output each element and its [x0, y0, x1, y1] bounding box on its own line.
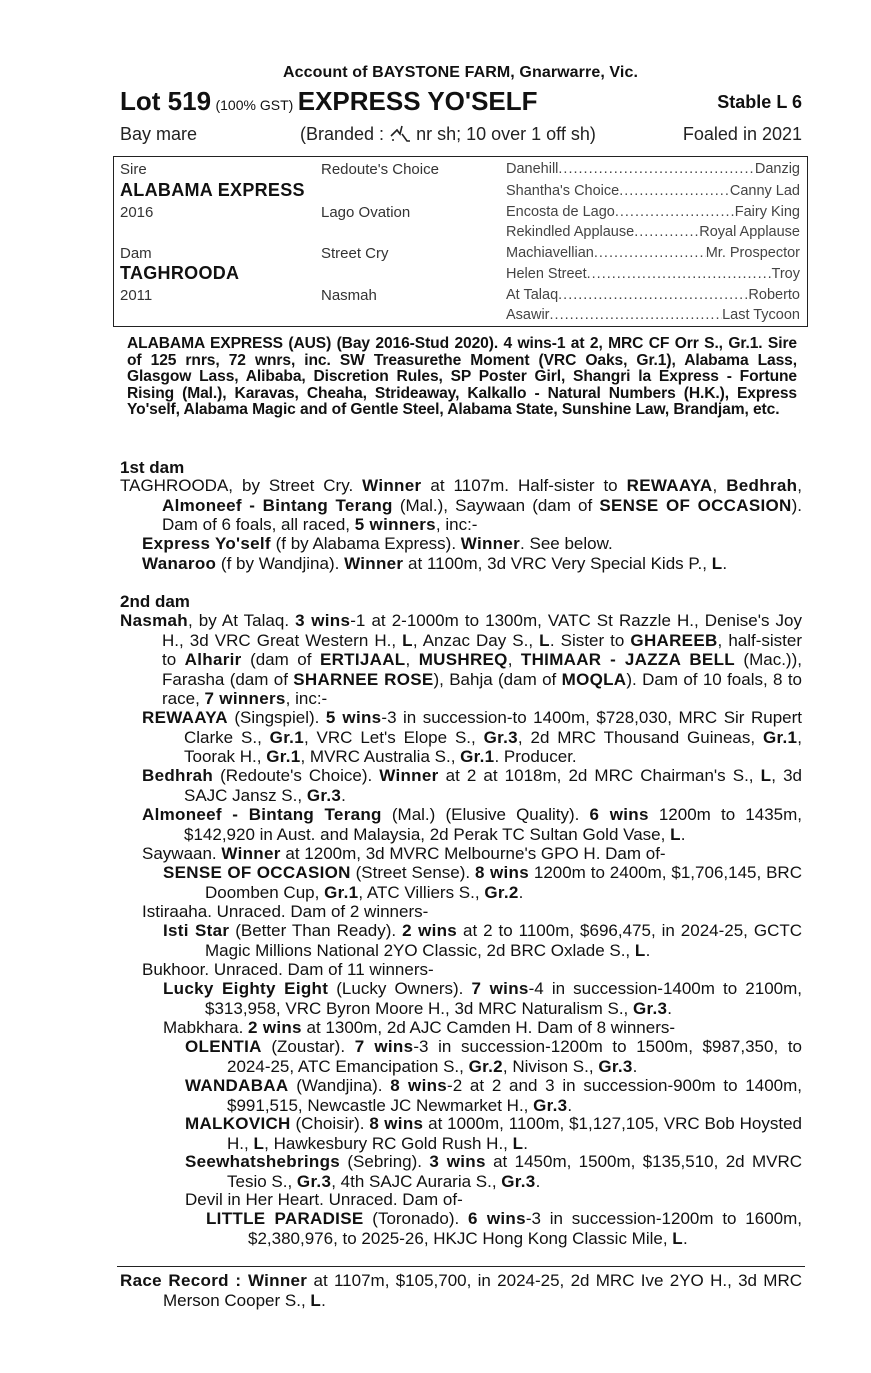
produce-entry	[185, 1037, 802, 1076]
bold-text: Winner	[362, 476, 422, 495]
bold-text: LITTLE PARADISE	[206, 1209, 364, 1228]
bold-text: ERTIJAAL	[319, 650, 406, 669]
first-dam-heading: 1st dam	[120, 458, 185, 477]
grandparent-row: Asawir ..... Last Tycoon	[506, 307, 800, 323]
produce-entry	[163, 921, 802, 960]
text: 1200m to 1435m, $142,920 in Aust. and Malaysia, 2d Perak TC Sultan Gold Vase,	[184, 805, 802, 844]
text: , Anzac Day S.,	[412, 630, 540, 650]
text: .	[321, 1290, 326, 1310]
bold-text: Gr.1	[269, 727, 304, 747]
bold-text: Race Record : Winner	[120, 1271, 308, 1290]
bold-text: 2 wins	[402, 921, 458, 940]
bold-text: Gr.3	[296, 1171, 332, 1191]
bold-text: Gr.1	[266, 747, 301, 766]
bold-text: Express Yo'self	[142, 534, 271, 553]
bold-text: Winner	[221, 844, 281, 863]
bold-text: L	[512, 1133, 524, 1153]
text: . Producer.	[494, 747, 577, 766]
grandparent-row: Encosta de Lago ..... Fairy King	[506, 204, 800, 220]
text: at 1107m, $105,700, in 2024-25, 2d MRC Ive 2YO H., 3d MRC Merson Cooper S.,	[163, 1271, 803, 1310]
text: (Toronado).	[363, 1209, 469, 1228]
produce-entry	[142, 554, 802, 574]
text: at 2 at 1018m, 2d MRC Chairman's S.,	[438, 766, 761, 785]
bold-text: Almoneef - Bintang Terang	[142, 805, 382, 824]
bold-text: Lucky Eighty Eight	[163, 979, 329, 998]
text: -4 in succession-1400m to 2100m, $313,958, VRC Byron Moore H., 3d MRC Naturalism S.,	[205, 979, 802, 1018]
text: at 1000m, 1100m, $1,127,105, VRC Bob Hoysted H.,	[227, 1114, 802, 1153]
pedigree-table	[113, 156, 808, 327]
bold-text: Gr.3	[598, 1056, 633, 1076]
text: (Street Sense).	[350, 863, 476, 882]
text: (Lucky Owners).	[328, 979, 472, 998]
divider	[117, 1266, 805, 1267]
text: at 1450m, 1500m, $135,510, 2d MVRC Tesio S.,	[227, 1152, 803, 1191]
produce-entry	[142, 805, 802, 844]
horse-name: EXPRESS YO'SELF	[297, 86, 538, 116]
text: -2 at 2 and 3 in succession-900m to 1400m, $991,515, Newcastle JC Newmarket H.,	[227, 1076, 803, 1115]
text: Bukhoor. Unraced. Dam of 11 winners-	[142, 960, 434, 979]
sire-sire: Redoute's Choice	[321, 161, 439, 178]
text: at 2 to 1100m, $696,475, in 2024-25, GCTC Magic Millions National 2YO Classic, 2d BRC Oxlade S.,	[205, 921, 803, 960]
bold-text: 2 wins	[248, 1018, 302, 1037]
dam-label: Dam	[120, 245, 152, 262]
text: .	[680, 824, 686, 844]
grandparent-row: Helen Street ..... Troy	[506, 266, 800, 282]
bold-text: THIMAAR - JAZZA BELL	[520, 650, 735, 669]
bold-text: WANDABAA	[185, 1076, 289, 1095]
text: (Zoustar).	[261, 1037, 355, 1056]
text: (Redoute's Choice).	[213, 766, 380, 785]
stable-location: Stable L 6	[717, 92, 802, 112]
text: (Mal.) (Elusive Quality).	[381, 805, 590, 824]
bold-text: MUSHREQ	[418, 650, 508, 669]
dam-sire: Street Cry	[321, 245, 389, 262]
text: (dam of	[241, 650, 320, 669]
text: -3 in succession-1200m to 1600m, $2,380,976, to 2025-26, HKJC Hong Kong Classic Mile,	[248, 1209, 802, 1248]
brand-suffix: nr sh; 10 over 1 off sh)	[411, 124, 596, 144]
bold-text: Gr.3	[533, 1095, 568, 1115]
bold-text: L	[634, 940, 646, 960]
text: (Mal.), Saywaan (dam of	[392, 495, 600, 515]
text: Istiraaha. Unraced. Dam of 2 winners-	[142, 902, 429, 921]
bold-text: Almoneef - Bintang Terang	[162, 495, 393, 515]
brand-description	[300, 124, 596, 145]
bold-text: 7 winners	[204, 689, 286, 708]
text: .	[567, 1095, 573, 1115]
grandparent-row: Rekindled Applause ..... Royal Applause	[506, 224, 800, 240]
bold-text: Gr.2	[468, 1056, 503, 1076]
bold-text: 8 wins	[369, 1114, 424, 1133]
text: .	[722, 554, 728, 573]
produce-entry	[163, 863, 802, 902]
text: , inc:-	[435, 515, 478, 534]
text: -3 in succession-to 1400m, $728,030, MRC Sir Rupert Clarke S.,	[184, 708, 802, 747]
bold-text: L	[402, 630, 413, 650]
text: .	[523, 1133, 529, 1153]
brand-prefix: (Branded :	[300, 124, 390, 144]
text: .	[645, 940, 651, 960]
grandparent-row: Machiavellian ..... Mr. Prospector	[506, 245, 800, 261]
text: , VRC Let's Elope S.,	[303, 727, 484, 747]
text: .	[632, 1056, 638, 1076]
text: , Nivison S.,	[502, 1056, 599, 1076]
sire-dam: Lago Ovation	[321, 204, 411, 221]
bold-text: 6 wins	[589, 805, 649, 824]
text: Saywaan.	[142, 844, 222, 863]
gst-note: (100% GST)	[215, 97, 294, 113]
bold-text: OLENTIA	[185, 1037, 262, 1056]
bold-text: Alharir	[184, 650, 242, 669]
dam-dam: Nasmah	[321, 287, 377, 304]
text: .	[682, 1228, 688, 1248]
bold-text: Bedhrah	[142, 766, 214, 785]
produce-entry	[163, 979, 802, 1018]
text: ,	[797, 476, 802, 495]
bold-text: GHAREEB	[630, 630, 718, 650]
bold-text: L	[310, 1290, 322, 1310]
text: (Better Than Ready).	[229, 921, 403, 940]
produce-entry	[120, 611, 802, 709]
text: , 4th SAJC Auraria S.,	[331, 1171, 502, 1191]
text: ,	[405, 650, 419, 669]
text: , 3d SAJC Jansz S.,	[184, 766, 803, 805]
grandparent-row: Shantha's Choice ..... Canny Lad	[506, 183, 800, 199]
text: .	[518, 882, 524, 902]
text: ). Dam of 6 foals, all raced,	[162, 495, 802, 534]
text: ). Dam of 10 foals, 8 to race,	[162, 669, 803, 708]
bold-text: Nasmah	[120, 611, 188, 630]
grandparent-row: At Talaq ..... Roberto	[506, 287, 800, 303]
text: . See below.	[520, 534, 613, 553]
produce-entry	[120, 476, 802, 535]
produce-entry	[206, 1209, 802, 1248]
text: , Toorak H.,	[184, 727, 802, 766]
bold-text: 5 winners	[354, 515, 436, 534]
text: (Singspiel).	[227, 708, 326, 727]
bold-text: SENSE OF OCCASION	[163, 863, 351, 882]
bold-text: 5 wins	[325, 708, 382, 727]
bold-text: 3 wins	[429, 1152, 486, 1171]
text: -1 at 2-1000m to 1300m, VATC St Razzle H., Denise's Joy H., 3d VRC Great Western H.,	[162, 611, 802, 650]
bold-text: L	[539, 630, 550, 650]
bold-text: Gr.1	[460, 747, 495, 766]
bold-text: REWAAYA	[142, 708, 228, 727]
text: at 1100m, 3d VRC Very Special Kids P.,	[403, 554, 712, 573]
grandparent-row: Danehill ..... Danzig	[506, 161, 800, 177]
sex-colour: Bay mare	[120, 124, 198, 144]
bold-text: 7 wins	[354, 1037, 414, 1056]
bold-text: Gr.3	[306, 785, 342, 805]
brand-symbol-icon	[389, 124, 411, 144]
bold-text: 8 wins	[475, 863, 529, 882]
text: .	[341, 785, 346, 805]
produce-entry	[142, 902, 802, 922]
bold-text: MALKOVICH	[185, 1114, 291, 1133]
bold-text: Gr.3	[483, 727, 518, 747]
text: ), Bahja (dam of	[433, 669, 562, 689]
bold-text: Gr.3	[501, 1171, 536, 1191]
bold-text: 3 wins	[295, 611, 351, 630]
vendor-account: Account of BAYSTONE FARM, Gnarwarre, Vic.	[283, 64, 638, 81]
text: , 2d MRC Thousand Guineas,	[517, 727, 763, 747]
bold-text: SENSE OF OCCASION	[599, 495, 792, 515]
dam-name: TAGHROODA	[120, 263, 240, 283]
text: , half-sister to	[162, 630, 803, 669]
text: ,	[712, 476, 727, 495]
text: .	[667, 998, 673, 1018]
produce-entry	[185, 1190, 802, 1210]
text: Devil in Her Heart. Unraced. Dam of-	[185, 1190, 463, 1209]
text: at 1300m, 2d AJC Camden H. Dam of 8 winners-	[301, 1018, 676, 1037]
race-record	[120, 1271, 802, 1310]
text: , Hawkesbury RC Gold Rush H.,	[264, 1133, 513, 1153]
bold-text: Gr.3	[633, 998, 668, 1018]
text: 1200m to 2400m, $1,706,145, BRC Doomben Cup,	[205, 863, 802, 902]
text: . Sister to	[549, 630, 631, 650]
text: at 1200m, 3d MVRC Melbourne's GPO H. Dam of-	[280, 844, 666, 863]
text: (f by Alabama Express).	[270, 534, 461, 553]
bold-text: 8 wins	[390, 1076, 448, 1095]
bold-text: Isti Star	[163, 921, 230, 940]
produce-entry	[142, 960, 802, 980]
produce-entry	[142, 766, 802, 805]
bold-text: Seewhatshebrings	[185, 1152, 341, 1171]
text: .	[535, 1171, 541, 1191]
produce-entry	[142, 844, 802, 864]
text: -3 in succession-1200m to 1500m, $987,350, to 2024-25, ATC Emancipation S.,	[227, 1037, 803, 1076]
text: , by At Talaq.	[187, 611, 296, 630]
produce-entry	[185, 1076, 802, 1115]
bold-text: Winner	[460, 534, 521, 553]
text: , inc:-	[285, 689, 328, 708]
sire-year: 2016	[120, 204, 154, 221]
bold-text: Gr.1	[762, 727, 798, 747]
bold-text: L	[253, 1133, 265, 1153]
dam-year: 2011	[120, 287, 153, 304]
bold-text: REWAAYA	[626, 476, 713, 495]
bold-text: 6 wins	[468, 1209, 526, 1228]
bold-text: MOQLA	[561, 669, 627, 689]
sire-summary: ALABAMA EXPRESS (AUS) (Bay 2016-Stud 2020). 4 wins-1 at 2, MRC CF Orr S., Gr.1. Sire of 125 rnrs, 72 wnrs, inc. SW Treasurethe Moment (VRC Oaks, Gr.1), Alabama Lass, Glasgow Lass, Alibaba, Discretion Rules, SP Poster Girl, Shangri la Express - Fortune Rising (Mal.), Karavas, Cheaha, Strideaway, Kalkallo - Natural Numbers (H.K.), Express Yo'self, Alabama Magic and of Gentle Steel, Alabama State, Sunshine Law, Brandjam, etc.	[127, 335, 797, 419]
second-dam-heading: 2nd dam	[120, 592, 190, 611]
bold-text: SHARNEE ROSE	[293, 669, 434, 689]
bold-text: 7 wins	[471, 979, 529, 998]
lot-header	[120, 86, 802, 118]
text: (Sebring).	[340, 1152, 430, 1171]
text: (Choisir).	[290, 1114, 370, 1133]
text: , ATC Villiers S.,	[358, 882, 485, 902]
produce-entry	[163, 1018, 802, 1038]
produce-entry	[142, 534, 802, 554]
sire-name: ALABAMA EXPRESS	[120, 180, 305, 200]
text: ,	[507, 650, 521, 669]
bold-text: Winner	[344, 554, 404, 573]
bold-text: Wanaroo	[142, 554, 217, 573]
text: TAGHROODA, by Street Cry.	[120, 476, 363, 495]
bold-text: L	[760, 766, 772, 785]
text: , MVRC Australia S.,	[300, 747, 461, 766]
foaling-year: Foaled in 2021	[682, 124, 802, 144]
text: at 1107m. Half-sister to	[421, 476, 627, 495]
text: (Mac.)), Farasha (dam of	[162, 650, 802, 689]
bold-text: L	[711, 554, 723, 573]
bold-text: Winner	[379, 766, 439, 785]
produce-entry	[185, 1114, 802, 1153]
produce-entry	[185, 1152, 802, 1191]
text: (f by Wandjina).	[216, 554, 345, 573]
bold-text: Gr.1	[324, 882, 359, 902]
bold-text: Bedhrah	[726, 476, 798, 495]
bold-text: L	[670, 824, 681, 844]
produce-entry	[142, 708, 802, 767]
text: Mabkhara.	[163, 1018, 249, 1037]
lot-number: Lot 519	[120, 86, 212, 116]
bold-text: Gr.2	[484, 882, 519, 902]
bold-text: L	[672, 1228, 683, 1248]
text: (Wandjina).	[288, 1076, 391, 1095]
sire-label: Sire	[120, 161, 147, 178]
